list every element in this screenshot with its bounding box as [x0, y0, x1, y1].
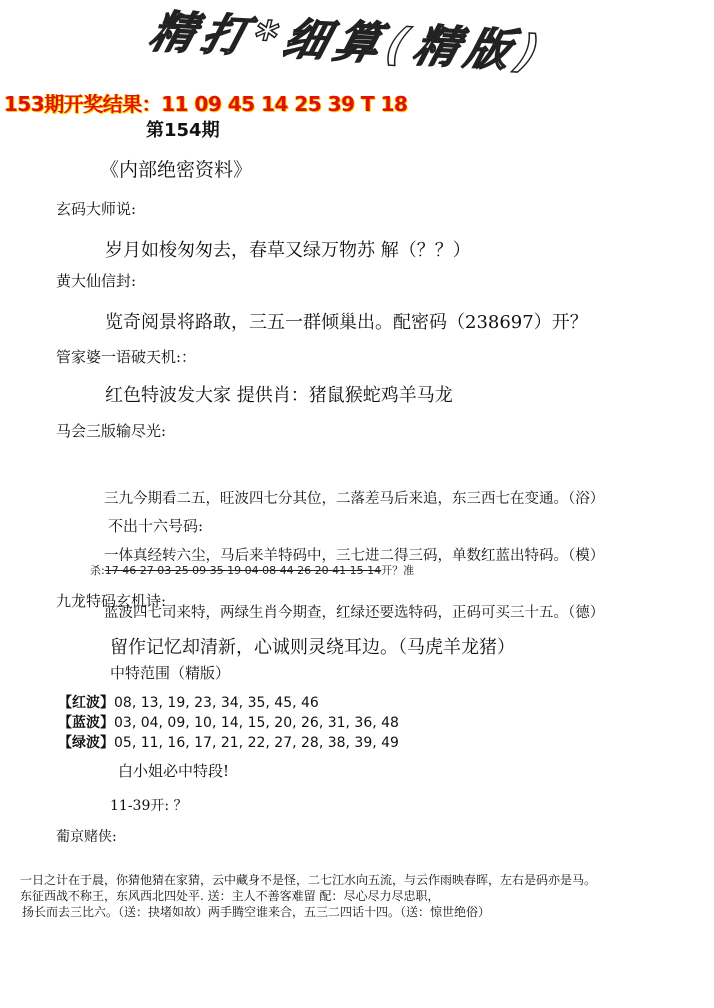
butler-text: 红色特波发大家 提供肖：猪鼠猴蛇鸡羊马龙	[105, 385, 453, 406]
wave-row-green	[58, 732, 399, 752]
poem-line: 一体真经转六尘，马后来羊特码中，三七进二得三码，单数红蓝出特码。（模）	[104, 548, 605, 564]
wave-tag: 【红波】	[58, 695, 114, 711]
horse-poem	[104, 452, 604, 642]
wave-row-red	[58, 692, 319, 712]
banner-title: 精打*细算(精版)	[144, 6, 553, 79]
kill-numbers-line	[90, 562, 414, 578]
dragon-text: 留作记忆却清新，心诚则灵绕耳边。（马虎羊龙猪）	[110, 637, 515, 658]
lady-text: 白小姐必中特段!	[118, 762, 230, 780]
kill-numbers: 17 46 27 03 25 09 35 19 04 08 44 26 20 41 15 14	[104, 564, 382, 577]
wave-row-blue	[58, 712, 399, 732]
horse-label: 马会三版输尽光:	[56, 422, 167, 440]
kill-prefix: 杀:	[90, 564, 105, 577]
range-open: 11-39开: ？	[110, 798, 188, 814]
poem-line: 三九今期看二五，旺波四七分其位，二落差马后来追，东三西七在变通。（浴）	[104, 491, 605, 507]
previous-result: 153期开奖结果：11 09 45 14 25 39 T 18	[4, 92, 408, 116]
wave-numbers: 05, 11, 16, 17, 21, 22, 27, 28, 38, 39, 49	[114, 735, 399, 751]
poem-line: 蓝波四七司来特，两绿生肖今期查，红绿还要选特码，正码可买三十五。（德）	[104, 605, 605, 621]
kill-suffix: 开？准	[381, 564, 415, 577]
wave-tag: 【蓝波】	[58, 715, 114, 731]
footer-line: 东征西战不称王，东风西北四处平. 送：主人不善客难留 配：尽心尽力尽忠职，	[20, 889, 440, 903]
master-text: 岁月如梭匆匆去，春草又绿万物苏 解（？？）	[105, 240, 471, 261]
internal-title: 《内部绝密资料》	[100, 159, 253, 181]
gambler-label: 葡京赌侠:	[56, 829, 117, 845]
issue-number: 第154期	[146, 120, 220, 141]
wave-tag: 【绿波】	[58, 735, 114, 751]
dragon-label: 九龙特码玄机诗:	[56, 592, 167, 610]
footer-line: 扬长而去三比六。（送：抉堵如故）两手腾空谁来合，五三二四话十四。（送：惊世绝俗）	[22, 905, 491, 919]
wave-numbers: 03, 04, 09, 10, 14, 15, 20, 26, 31, 36, 48	[114, 715, 399, 731]
immortal-text: 览奇阅景将路敢，三五一群倾巢出。配密码（238697）开？	[105, 312, 588, 333]
not-out-label: 不出十六号码:	[108, 517, 204, 535]
butler-label: 管家婆一语破天机:：	[56, 348, 197, 366]
footer-poem	[20, 872, 597, 920]
immortal-label: 黄大仙信封:	[56, 272, 137, 290]
master-label: 玄码大师说:	[56, 200, 137, 218]
wave-numbers: 08, 13, 19, 23, 34, 35, 45, 46	[114, 695, 319, 711]
range-title: 中特范围（精版）	[110, 664, 231, 682]
footer-line: 一日之计在于晨，你猜他猜在家猜，云中藏身不是怪，二七江水向五流，与云作雨映春晖，左右是码亦是马。	[20, 873, 597, 887]
